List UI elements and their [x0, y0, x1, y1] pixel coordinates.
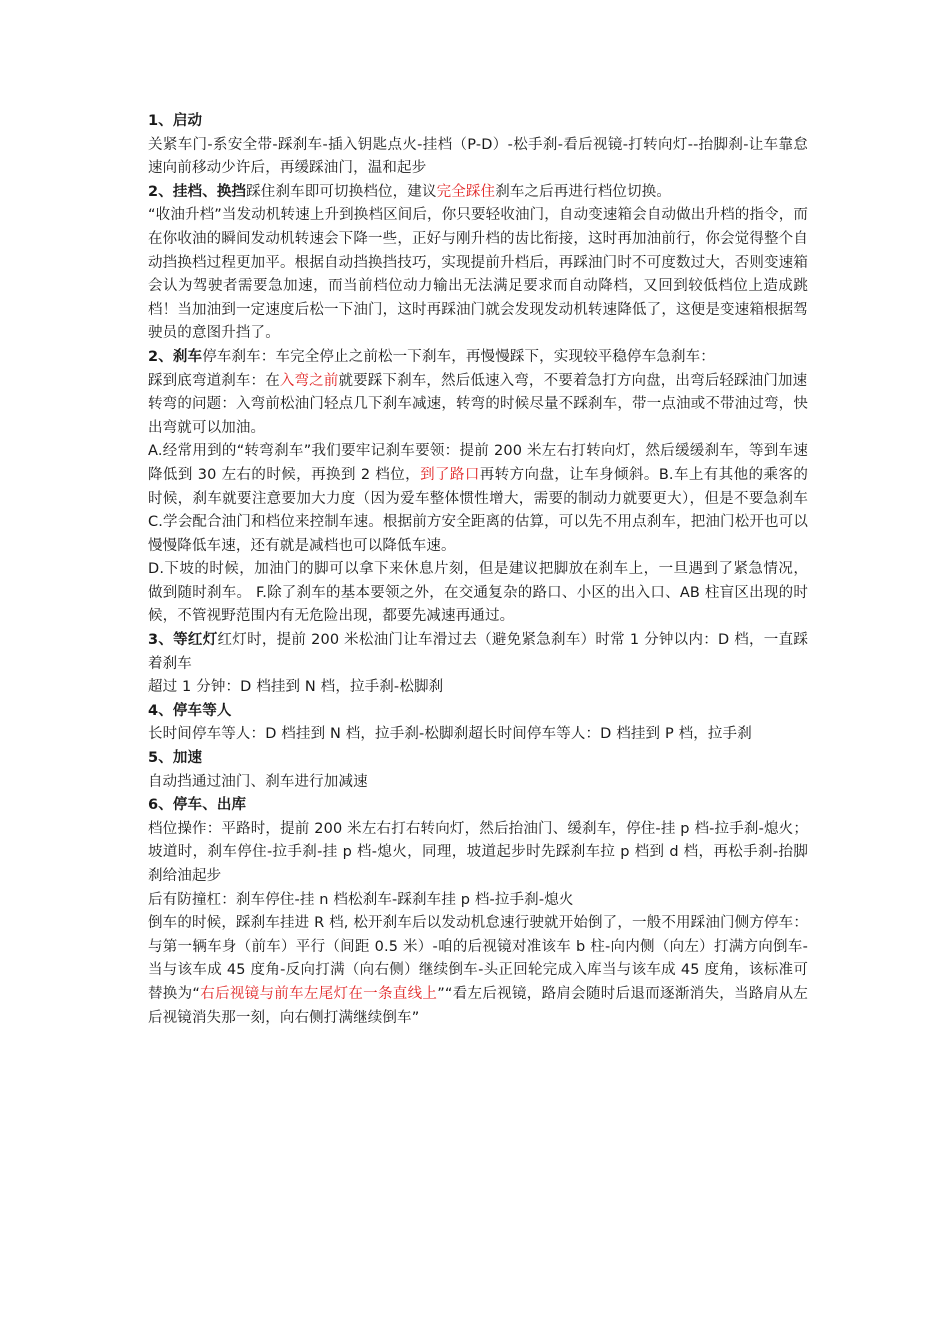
body-text: 关紧车门-系安全带-踩刹车-插入钥匙点火-挂档（P-D）-松手刹-看后视镜-打转向灯--抬脚刹-让车靠怠速向前移动少许后，再缓踩油门，温和起步 — [148, 136, 808, 177]
paragraph — [148, 889, 808, 913]
body-text: A.经常用到的“转弯刹车”我们要牢记刹车要领：提前 200 米左右打转向灯，然后缓缓刹车，等到车速降低到 30 左右的时候，再换到 2 档位， — [148, 443, 808, 483]
body-text: 倒车的时候，踩刹车挂进 R 档, 松开刹车后以发动机怠速行驶就开始倒了，一般不用踩油门侧方停车：与第一辆车身（前车）平行（间距 0.5 米）-咱的后视镜对准该车 b 柱-向内侧（向左）打满方向倒车-当与该车成 45 度角-反向打满（向右侧）继续倒车-头正回轮完成入库当与该车成 45 度角，该标准可替换为“ — [148, 915, 808, 1002]
body-text: 档位操作：平路时，提前 200 米左右打右转向灯，然后抬油门、缓刹车，停住-挂 p 档-拉手刹-熄火；坡道时，刹车停住-拉手刹-挂 p 档-熄火，同理，坡道起步时先踩刹车拉 p 档到 d 档，再松手刹-抬脚刹给油起步 — [148, 820, 808, 884]
paragraph — [148, 818, 808, 889]
paragraph — [148, 794, 808, 818]
section-heading: 5、加速 — [148, 750, 203, 767]
highlighted-text: 入弯之前 — [279, 372, 339, 389]
highlighted-text: 右后视镜与前车左尾灯在一条直线上 — [200, 985, 438, 1002]
body-text: 超过 1 分钟：D 档挂到 N 档，拉手刹-松脚刹 — [148, 679, 444, 696]
body-text: 红灯时，提前 200 米松油门让车滑过去（避免紧急刹车）时常 1 分钟以内：D 档，一直踩着刹车 — [148, 632, 808, 672]
body-text: 停车刹车：车完全停止之前松一下刹车，再慢慢踩下，实现较平稳停车急刹车： — [202, 348, 715, 365]
paragraph — [148, 912, 808, 1030]
body-text: “收油升档”当发动机转速上升到换档区间后，你只要轻收油门，自动变速箱会自动做出升档的指令，而在你收油的瞬间发动机转速会下降一些，正好与刚升档的齿比衔接，这时再加油前行，你会觉得整个自动挡换档过程更加平。根据自动挡换挡技巧，实现提前升档后，再踩油门时不可度数过大，否则变速箱会认为驾驶者需要急加速，而当前档位动力输出无法满足要求而自动降档，又回到较低档位上造成跳档！当加油到一定速度后松一下油门，这时再踩油门就会发现发动机转速降低了，这便是变速箱根据驾驶员的意图升挡了。 — [148, 207, 808, 342]
paragraph — [148, 629, 808, 676]
highlighted-text: 完全踩住 — [436, 183, 496, 200]
paragraph — [148, 204, 808, 346]
body-text: ”“看左后视镜，路肩会随时后退而逐渐消失，当路肩从左后视镜消失那一刻，向右侧打满继续倒车” — [148, 985, 808, 1026]
body-text: 踩住刹车即可切换档位，建议 — [246, 183, 437, 200]
body-text: 再转方向盘，让车身倾斜。B.车上有其他的乘客的时候，刹车就要注意要加大力度（因为爱车整体惯性增大，需要的制动力就要更大），但是不要急刹车 C.学会配合油门和档位来控制车速。根据前方安全距离的估算，可以先不用点刹车，把油门松开也可以慢慢降低车速，还有就是减档也可以降低车速。 — [148, 466, 808, 554]
paragraph — [148, 723, 808, 747]
section-heading: 6、停车、出库 — [148, 797, 247, 814]
paragraph — [148, 134, 808, 181]
paragraph — [148, 346, 808, 370]
body-text: 长时间停车等人：D 档挂到 N 档，拉手刹-松脚刹超长时间停车等人：D 档挂到 P 档，拉手刹 — [148, 726, 752, 743]
paragraph — [148, 747, 808, 771]
paragraph — [148, 110, 808, 134]
paragraph — [148, 181, 808, 205]
highlighted-text: 到了路口 — [420, 466, 480, 483]
paragraph — [148, 440, 808, 558]
body-text: 就要踩下刹车，然后低速入弯，不要着急打方向盘，出弯后轻踩油门加速 — [338, 372, 808, 389]
document-page — [148, 110, 808, 1030]
section-heading: 2、刹车 — [148, 348, 203, 365]
body-text: 刹车之后再进行档位切换。 — [495, 183, 672, 200]
paragraph — [148, 558, 808, 629]
paragraph — [148, 700, 808, 724]
section-heading: 1、启动 — [148, 113, 203, 129]
body-text: D.下坡的时候，加油门的脚可以拿下来休息片刻，但是建议把脚放在刹车上，一旦遇到了紧急情况，做到随时刹车。 F.除了刹车的基本要领之外，在交通复杂的路口、小区的出入口、AB 柱盲区出现的时候，不管视野范围内有无危险出现，都要先减速再通过。 — [148, 561, 808, 625]
paragraph — [148, 393, 808, 440]
section-heading: 4、停车等人 — [148, 702, 232, 719]
body-text: 转弯的问题：入弯前松油门轻点几下刹车减速，转弯的时候尽量不踩刹车，带一点油或不带油过弯，快出弯就可以加油。 — [148, 396, 808, 436]
paragraph — [148, 771, 808, 795]
paragraph — [148, 370, 808, 394]
section-heading: 2、挂档、换挡 — [148, 183, 247, 200]
body-text: 自动挡通过油门、刹车进行加减速 — [148, 773, 368, 790]
section-heading: 3、等红灯 — [148, 632, 218, 649]
body-text: 踩到底弯道刹车：在 — [148, 372, 280, 389]
paragraph — [148, 676, 808, 700]
body-text: 后有防撞杠：刹车停住-挂 n 档松刹车-踩刹车挂 p 档-拉手刹-熄火 — [148, 891, 574, 908]
